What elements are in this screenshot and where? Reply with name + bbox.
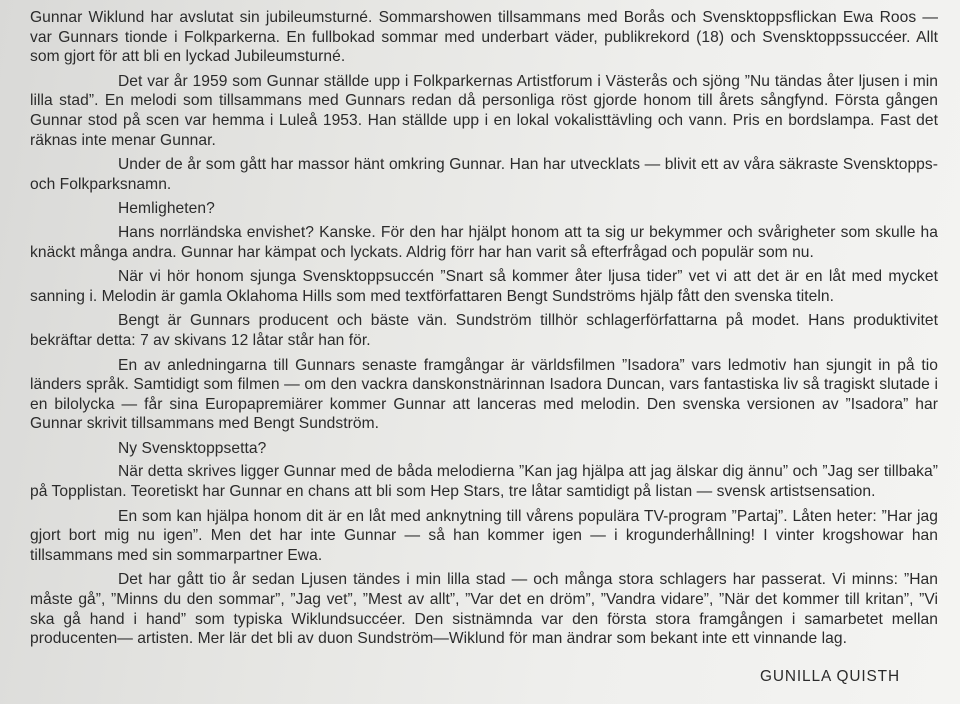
article-paragraph-topplistan: När detta skrives ligger Gunnar med de båda melodierna ”Kan jag hjälpa att jag älskar dig ännu” och ”Jag ser tillbaka” på Topplistan. Teoretiskt har Gunnar en chans att bli som Hep Stars, tre låtar samtidigt på listan — svensk artistsensation.	[30, 463, 938, 501]
article-paragraph-ten-years: Det har gått tio år sedan Ljusen tändes i min lilla stad — och många stora schlagers har passerat. Vi minns: ”Han måste gå”, ”Minns du den sommar”, ”Jag vet”, ”Mest av allt”, ”Var det en dröm”, ”Vandra vidare”, ”När det kommer till kritan”, ”Vi ska gå hand i hand” som typiska Wiklundsuccéer. Den sistnämnda var den första stora framgången i samarbetet mellan producenten— artisten. Mer lär det bli av duon Sundström—Wiklund för man ändrar som bekant inte ett vinnande lag.	[30, 571, 938, 648]
article-paragraph-years: Under de år som gått har massor hänt omkring Gunnar. Han har utvecklats — blivit ett av våra säkraste Svensktopps- och Folkparksnamn.	[30, 156, 938, 193]
author-signature: GUNILLA QUISTH	[759, 668, 900, 685]
article-paragraph-stubbornness: Hans norrländska envishet? Kanske. För den har hjälpt honom att ta sig ur bekymmer och svårigheter som skulle ha knäckt många andra. Gunnar har kämpat och lyckats. Aldrig förr har han varit så efterfrågad och populär som nu.	[30, 223, 938, 261]
article-paragraph-bengt: Bengt är Gunnars producent och bäste vän. Sundström tillhör schlagerförfattarna på modet. Hans produktivitet bekräftar detta: 7 av skivans 12 låtar står han för.	[30, 312, 938, 349]
article-paragraph-isadora: En av anledningarna till Gunnars senaste framgångar är världsfilmen ”Isadora” vars ledmotiv han sjungit in på tio länders språk. Samtidigt som filmen — om den vackra danskonstnärinnan Isadora Duncan, vars fantastiska liv så tragiskt slutade i en bilolycka — får sina Europapremiärer kommer Gunnar att lanceras med melodin. Den svenska versionen av ”Isadora” har Gunnar skrivit tillsammans med Bengt Sundström.	[30, 356, 938, 433]
article-subheading-secret: Hemligheten?	[118, 200, 215, 218]
article-paragraph-intro: Gunnar Wiklund har avslutat sin jubileumsturné. Sommarshowen tillsammans med Borås och Svensktoppsflickan Ewa Roos — var Gunnars tionde i Folkparkerna. En fullbokad sommar med underbart väder, publikrekord (18) och Svensktoppssuccéer. Allt som gjort för att bli en lyckad Jubileumsturné.	[30, 9, 938, 66]
article-paragraph-1959: Det var år 1959 som Gunnar ställde upp i Folkparkernas Artistforum i Västerås och sjöng ”Nu tändas åter ljusen i min lilla stad”. En melodi som tillsammans med Gunnars redan då personliga röst gjorde honom till årets sångfynd. Första gången Gunnar stod på scen var hemma i Luleå 1953. Han ställde upp i en lokal vokalisttävling och vann. Pris en bordslampa. Fast det räknas inte menar Gunnar.	[30, 72, 938, 149]
article-paragraph-partaj: En som kan hjälpa honom dit är en låt med anknytning till vårens populära TV-program ”Partaj”. Låten heter: ”Har jag gjort bort mig nu igen”. Men det har inte Gunnar — så han kommer igen — i krogunderhållning! I vinter krogshowar han tillsammans med sin sommarpartner Ewa.	[30, 507, 938, 564]
article-subheading-new-number-one: Ny Svensktoppsetta?	[118, 439, 267, 457]
article-paragraph-snart: När vi hör honom sjunga Svensktoppsuccén ”Snart så kommer åter ljusa tider” vet vi att det är en låt med mycket sanning i. Melodin är gamla Oklahoma Hills som med textförfattaren Bengt Sundströms hjälp fått den svenska titeln.	[30, 268, 938, 305]
